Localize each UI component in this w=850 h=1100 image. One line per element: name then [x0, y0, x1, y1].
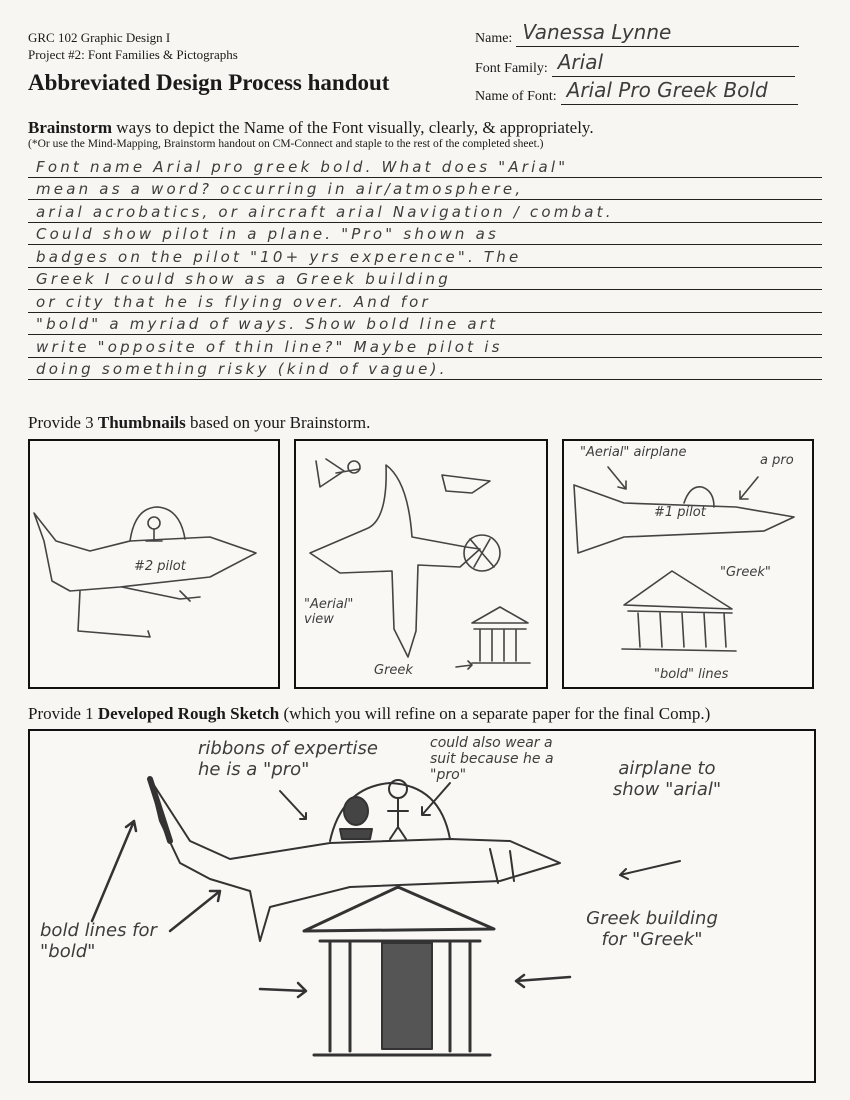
brainstorm-text: Could show pilot in a plane. "Pro" shown as — [36, 225, 499, 243]
brainstorm-text: badges on the pilot "10+ yrs experence". The — [36, 247, 522, 266]
greek-annotation: Greek building for "Greek" — [586, 908, 718, 950]
arrow-suit — [422, 783, 450, 815]
arrow-airplane — [620, 861, 680, 879]
brainstorm-line — [28, 290, 822, 313]
font-name-label: Name of Font: — [475, 89, 557, 104]
rough-heading-bold: Developed Rough Sketch — [97, 704, 280, 723]
font-name-field — [475, 78, 798, 105]
thumbnail-3-greek-label: "Greek" — [720, 565, 771, 580]
propeller-blades — [470, 539, 494, 567]
bold-annotation: bold lines for "bold" — [40, 920, 157, 962]
thumbnail-3-bold-label: "bold" lines — [654, 667, 729, 682]
rough-sketch-box[interactable] — [28, 729, 816, 1083]
thumbnail-3-pilot-label: #1 pilot — [654, 505, 706, 520]
thumbnails-heading-bold: Thumbnails — [97, 413, 186, 432]
plane-body — [34, 513, 256, 591]
arrow-bold-right — [260, 983, 306, 997]
font-family-value: Arial — [557, 50, 604, 74]
brainstorm-line — [28, 155, 822, 178]
landing-gear — [78, 587, 200, 637]
brainstorm-text: mean as a word? occurring in air/atmosphere, — [36, 180, 524, 198]
name-line[interactable] — [516, 20, 799, 47]
suit-annotation: could also wear a suit because he a "pro" — [430, 735, 554, 784]
greek-building-door — [382, 943, 432, 1049]
course-title: GRC 102 Graphic Design I — [28, 30, 171, 45]
name-field — [475, 20, 799, 47]
pilot-2-body — [388, 798, 408, 839]
arrow-airplane — [608, 467, 626, 489]
thumbnail-3-pro-label: a pro — [760, 453, 794, 468]
brainstorm-line — [28, 245, 822, 268]
font-name-line[interactable] — [561, 78, 798, 105]
thumbnail-1[interactable] — [28, 439, 280, 689]
brainstorm-line — [28, 200, 822, 223]
arrow-ribbons — [280, 791, 306, 819]
thumbnail-2[interactable] — [294, 439, 548, 689]
arrow — [456, 661, 472, 669]
rough-sketch-heading — [28, 704, 710, 724]
thumbnail-3-airplane-label: "Aerial" airplane — [580, 445, 687, 460]
brainstorm-text: Greek I could show as a Greek building — [36, 270, 451, 288]
brainstorm-line — [28, 335, 822, 358]
brainstorm-line — [28, 313, 822, 336]
project-title: Project #2: Font Families & Pictographs — [28, 47, 238, 62]
brainstorm-line — [28, 178, 822, 201]
page-title: Abbreviated Design Process handout — [28, 70, 390, 95]
brainstorm-heading — [28, 118, 594, 138]
brainstorm-text: arial acrobatics, or aircraft arial Navigation / combat. — [36, 202, 614, 221]
pilot-1-body — [340, 829, 372, 839]
name-label: Name: — [475, 31, 513, 46]
brainstorm-text: doing something risky (kind of vague). — [36, 360, 448, 378]
brainstorm-text: "bold" a myriad of ways. Show bold line art — [36, 315, 499, 333]
airplane-annotation: airplane to show "arial" — [612, 758, 722, 800]
thumbnails-heading-post: based on your Brainstorm. — [185, 413, 371, 432]
pilot-head — [148, 517, 160, 529]
thumbnail-1-pilot-label: #2 pilot — [134, 559, 186, 574]
font-family-field — [475, 50, 795, 77]
name-value: Vanessa Lynne — [522, 20, 672, 44]
thumbnail-2-sketch — [296, 441, 546, 687]
brainstorm-heading-rest: ways to depict the Name of the Font visually, clearly, & appropriately. — [112, 118, 594, 137]
font-name-value: Arial Pro Greek Bold — [566, 78, 768, 102]
thumbnails-heading — [28, 413, 370, 433]
cockpit-dome — [130, 507, 185, 541]
thumbnails-heading-pre: Provide 3 — [28, 413, 98, 432]
rough-heading-pre: Provide 1 — [28, 704, 98, 723]
brainstorm-text: or city that he is flying over. And for — [36, 292, 431, 311]
greek-building — [472, 607, 530, 663]
brainstorm-line — [28, 268, 822, 291]
small-plane-2 — [442, 475, 490, 493]
greek-building-roof — [304, 887, 494, 931]
brainstorm-text: Font name Arial pro greek bold. What does "Arial" — [36, 157, 569, 176]
thumbnail-3-sketch — [564, 441, 812, 687]
brainstorm-text: write "opposite of thin line?" Maybe pilot is — [36, 337, 503, 356]
cockpit — [684, 487, 714, 507]
thumbnail-2-greek-label: Greek — [374, 663, 413, 678]
font-family-label: Font Family: — [475, 61, 548, 76]
arrow-bold-up — [92, 821, 136, 921]
brainstorm-line — [28, 223, 822, 246]
brainstorm-note: (*Or use the Mind-Mapping, Brainstorm handout on CM-Connect and staple to the rest of the completed sheet.) — [28, 138, 544, 150]
arrow-greek — [516, 975, 570, 987]
arrow-pro — [740, 477, 758, 499]
greek-building — [622, 571, 736, 651]
plane-top-view — [310, 465, 480, 657]
small-propeller — [348, 461, 360, 473]
pilot-1 — [344, 797, 368, 825]
ribbons-annotation: ribbons of expertise he is a "pro" — [198, 738, 378, 780]
rough-heading-post: (which you will refine on a separate paper for the final Comp.) — [279, 704, 711, 723]
thumbnail-3[interactable] — [562, 439, 814, 689]
brainstorm-line — [28, 358, 822, 381]
brainstorm-lines[interactable] — [28, 155, 822, 380]
brainstorm-heading-bold: Brainstorm — [28, 118, 113, 137]
font-family-line[interactable] — [552, 50, 795, 77]
thumbnail-2-aerial-label: "Aerial" view — [304, 597, 354, 627]
